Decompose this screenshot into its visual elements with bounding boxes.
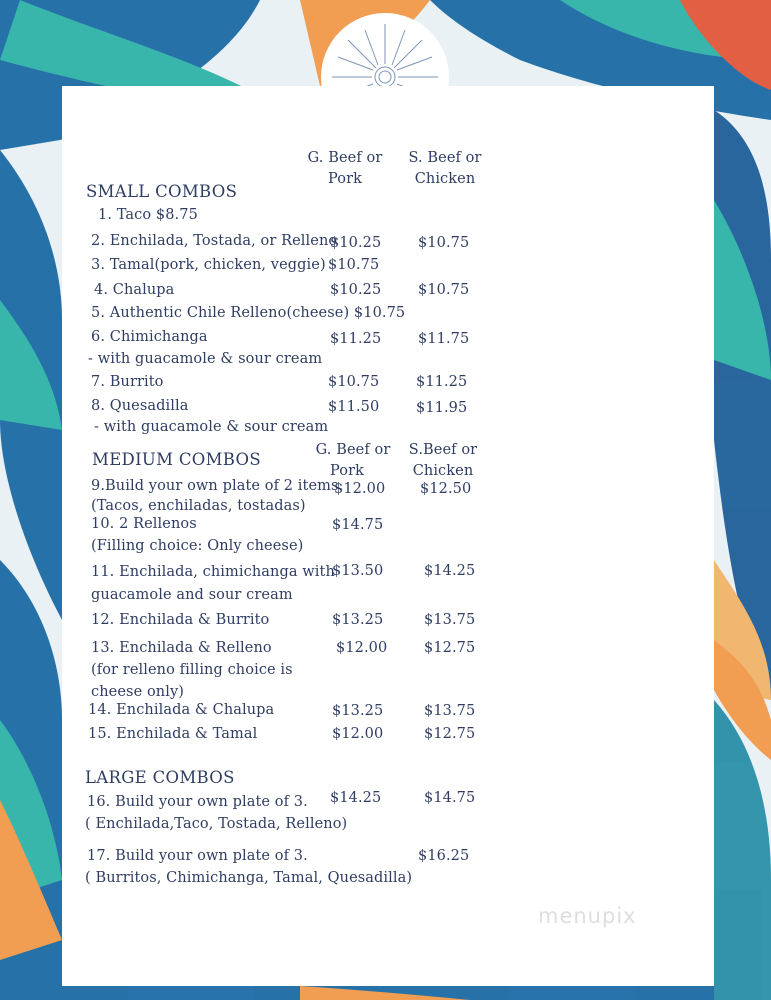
menu-item-note: (for relleno filling choice is (91, 662, 293, 678)
price-col1: $10.25 (330, 235, 382, 251)
price-col2: $14.25 (424, 563, 476, 579)
menu-item-note: (Tacos, enchiladas, tostadas) (91, 498, 306, 514)
price-col2: $13.75 (424, 612, 476, 628)
price-col2: $12.75 (424, 640, 476, 656)
price-col1: $10.25 (330, 282, 382, 298)
price-col1: $10.75 (328, 257, 380, 273)
menu-item-name: 7. Burrito (91, 374, 164, 390)
menu-item-name: 12. Enchilada & Burrito (91, 612, 270, 628)
small-col1-header-b: Pork (327, 171, 363, 187)
menu-item-name: 1. Taco $8.75 (98, 207, 198, 223)
price-col1: $14.25 (330, 790, 382, 806)
menu-item-note: ( Enchilada,Taco, Tostada, Relleno) (85, 816, 348, 832)
menu-item-name: 17. Build your own plate of 3. (87, 848, 308, 864)
menu-item-name: 2. Enchilada, Tostada, or Relleno (91, 233, 338, 249)
menu-item-note: - with guacamole & sour cream (88, 351, 323, 367)
price-col1: $13.50 (332, 563, 384, 579)
menu-item-name: 4. Chalupa (94, 282, 175, 298)
menu-item-name: 10. 2 Rellenos (91, 516, 197, 532)
menu-item-name: 3. Tamal(pork, chicken, veggie) (91, 257, 326, 273)
price-col2: $11.95 (416, 400, 468, 416)
medium-col1-header-b: Pork (329, 463, 365, 479)
price-col2: $10.75 (418, 235, 470, 251)
medium-col2-header-a: S.Beef or (408, 442, 478, 458)
small-col2-header-b: Chicken (414, 171, 476, 187)
menu-item-name: 13. Enchilada & Relleno (91, 640, 272, 656)
menu-item-note: cheese only) (91, 684, 185, 700)
price-col1: $12.00 (334, 481, 386, 497)
price-col2: $12.50 (420, 481, 472, 497)
price-col2: $12.75 (424, 726, 476, 742)
price-col1: $11.25 (330, 331, 382, 347)
price-col1: $13.25 (332, 612, 384, 628)
medium-col2-header-b: Chicken (412, 463, 474, 479)
price-col2: $11.75 (418, 331, 470, 347)
menu-item-note: guacamole and sour cream (91, 587, 293, 603)
price-col2: $14.75 (424, 790, 476, 806)
small-col1-header-a: G. Beef or (307, 150, 383, 166)
menu-item-name: 9.Build your own plate of 2 items. (91, 478, 344, 494)
price-col1: $14.75 (332, 517, 384, 533)
price-col2: $13.75 (424, 703, 476, 719)
price-col2: $10.75 (418, 282, 470, 298)
menu-item-name: 11. Enchilada, chimichanga with (91, 564, 335, 580)
menu-item-name: 14. Enchilada & Chalupa (88, 702, 275, 718)
watermark: menupix (538, 904, 637, 928)
medium-combos-title: MEDIUM COMBOS (92, 450, 261, 469)
menu-item-name: 8. Quesadilla (91, 398, 189, 414)
small-combos-title: SMALL COMBOS (86, 182, 238, 201)
medium-col1-header-a: G. Beef or (315, 442, 391, 458)
menu-item-name: 16. Build your own plate of 3. (87, 794, 308, 810)
price-col2: $11.25 (416, 374, 468, 390)
large-combos-title: LARGE COMBOS (85, 768, 235, 787)
menu-item-note: (Filling choice: Only cheese) (91, 538, 304, 554)
menu-item-name: 6. Chimichanga (91, 329, 208, 345)
price-col2: $16.25 (418, 848, 470, 864)
menu-item-note: - with guacamole & sour cream (94, 419, 329, 435)
menu-item-name: 5. Authentic Chile Relleno(cheese) $10.75 (91, 305, 406, 321)
menu-item-note: ( Burritos, Chimichanga, Tamal, Quesadilla) (85, 870, 413, 886)
menu-item-name: 15. Enchilada & Tamal (88, 726, 258, 742)
price-col1: $10.75 (328, 374, 380, 390)
price-col1: $12.00 (336, 640, 388, 656)
small-col2-header-a: S. Beef or (408, 150, 482, 166)
price-col1: $12.00 (332, 726, 384, 742)
price-col1: $13.25 (332, 703, 384, 719)
price-col1: $11.50 (328, 399, 380, 415)
